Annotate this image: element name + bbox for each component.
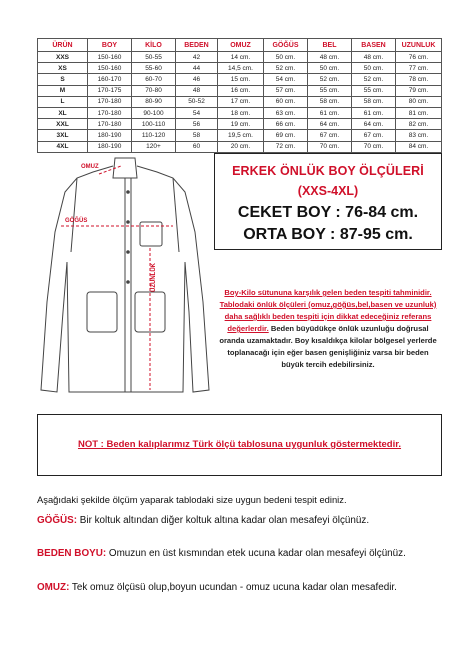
header-cell: ÜRÜN <box>38 39 88 52</box>
table-cell: 50-52 <box>176 96 218 107</box>
table-cell: 50 cm. <box>352 63 396 74</box>
table-cell: 56 <box>176 119 218 130</box>
table-cell: 77 cm. <box>396 63 442 74</box>
gogus-definition <box>37 513 447 529</box>
size-cell: M <box>38 85 88 96</box>
table-cell: 78 cm. <box>396 74 442 85</box>
size-cell: XXL <box>38 119 88 130</box>
coat-illustration <box>37 152 212 414</box>
info-red-text: Boy-Kilo sütununa karşılık gelen beden tespiti tahminidir. Tablodaki önlük ölçüleri (omuz,göğüs,bel,basen ve uzunluk) daha sağlıklı beden tespiti için dikkat edeceğiniz referans değerlerdir. <box>219 288 437 333</box>
table-row <box>38 107 442 118</box>
table-cell: 67 cm. <box>308 130 352 141</box>
table-cell: 54 cm. <box>264 74 308 85</box>
header-cell: BEDEN <box>176 39 218 52</box>
table-cell: 70 cm. <box>308 141 352 152</box>
table-cell: 54 <box>176 107 218 118</box>
table-cell: 61 cm. <box>352 107 396 118</box>
table-row <box>38 119 442 130</box>
table-cell: 82 cm. <box>396 119 442 130</box>
left-pocket <box>87 292 117 332</box>
table-cell: 70-80 <box>132 85 176 96</box>
table-cell: 72 cm. <box>264 141 308 152</box>
table-cell: 50-55 <box>132 52 176 63</box>
table-cell: 81 cm. <box>396 107 442 118</box>
table-cell: 80 cm. <box>396 96 442 107</box>
table-cell: 14,5 cm. <box>218 63 264 74</box>
orta-boy: ORTA BOY : 87-95 cm. <box>243 226 413 243</box>
info-box <box>214 283 442 413</box>
page-title: ERKEK ÖNLÜK BOY ÖLÇÜLERİ <box>232 164 424 178</box>
table-cell: 83 cm. <box>396 130 442 141</box>
table-cell: 15 cm. <box>218 74 264 85</box>
gogus-label: GÖĞÜS <box>65 218 88 224</box>
table-cell: 17 cm. <box>218 96 264 107</box>
table-cell: 58 cm. <box>308 96 352 107</box>
boy-def-label: BEDEN BOYU: <box>37 548 107 559</box>
info-black-text: Beden büyüdükçe önlük uzunluğu doğrusal oranda uzamaktadır. Boy kısaldıkça kilolar bölgesel yerlerde toplanacağı için eğer basen genişliğiniz varsa bir beden büyük tercih edebilirsiniz. <box>219 324 437 369</box>
table-cell: 120+ <box>132 141 176 152</box>
table-cell: 50 cm. <box>264 52 308 63</box>
table-cell: 52 cm. <box>308 74 352 85</box>
collar-shape <box>113 158 137 178</box>
table-cell: 55 cm. <box>308 85 352 96</box>
size-cell: XXS <box>38 52 88 63</box>
button-2 <box>126 220 130 224</box>
table-cell: 100-110 <box>132 119 176 130</box>
table-cell: 19,5 cm. <box>218 130 264 141</box>
table-cell: 150-160 <box>88 63 132 74</box>
table-body <box>38 52 442 153</box>
title-box <box>214 153 442 250</box>
boy-def-text: Omuzun en üst kısmından etek ucuna kadar olan mesafeyi ölçünüz. <box>106 548 406 559</box>
table-cell: 48 <box>176 85 218 96</box>
table-cell: 61 cm. <box>308 107 352 118</box>
omuz-label: OMUZ <box>81 164 99 170</box>
table-cell: 46 <box>176 74 218 85</box>
table-cell: 52 cm. <box>352 74 396 85</box>
table-cell: 55 cm. <box>352 85 396 96</box>
boy-definition <box>37 546 447 562</box>
uzunluk-label: UZUNLUK <box>151 263 157 292</box>
size-cell: 3XL <box>38 130 88 141</box>
table-cell: 150-160 <box>88 52 132 63</box>
coat-diagram <box>37 152 212 414</box>
size-cell: L <box>38 96 88 107</box>
table-row <box>38 74 442 85</box>
table-cell: 110-120 <box>132 130 176 141</box>
table-cell: 60 <box>176 141 218 152</box>
table-cell: 16 cm. <box>218 85 264 96</box>
table-cell: 170-180 <box>88 119 132 130</box>
omuz-def-label: OMUZ: <box>37 582 70 593</box>
size-cell: XS <box>38 63 88 74</box>
table-row <box>38 141 442 152</box>
table-cell: 70 cm. <box>352 141 396 152</box>
size-cell: S <box>38 74 88 85</box>
table-cell: 55-60 <box>132 63 176 74</box>
table-cell: 170-175 <box>88 85 132 96</box>
table-cell: 84 cm. <box>396 141 442 152</box>
table-cell: 67 cm. <box>352 130 396 141</box>
table-row <box>38 52 442 63</box>
table-cell: 57 cm. <box>264 85 308 96</box>
table-row <box>38 63 442 74</box>
size-cell: 4XL <box>38 141 88 152</box>
table-cell: 64 cm. <box>308 119 352 130</box>
sleeve-seam-right <box>173 178 179 252</box>
button-4 <box>126 280 130 284</box>
table-header-row <box>38 39 442 52</box>
table-cell: 20 cm. <box>218 141 264 152</box>
table-cell: 44 <box>176 63 218 74</box>
table-row <box>38 96 442 107</box>
table-cell: 69 cm. <box>264 130 308 141</box>
header-cell: BASEN <box>352 39 396 52</box>
table-cell: 60 cm. <box>264 96 308 107</box>
table-cell: 170-180 <box>88 107 132 118</box>
gogus-def-text: Bir koltuk altından diğer koltuk altına kadar olan mesafeyi ölçünüz. <box>77 515 370 526</box>
info-text <box>214 283 442 375</box>
header-cell: GÖĞÜS <box>264 39 308 52</box>
header-cell: BOY <box>88 39 132 52</box>
table-cell: 58 <box>176 130 218 141</box>
gogus-def-label: GÖĞÜS: <box>37 515 78 526</box>
size-table <box>37 38 442 153</box>
omuz-def-text: Tek omuz ölçüsü olup,boyun ucundan - omuz ucuna kadar olan mesafedir. <box>69 582 397 593</box>
button-3 <box>126 250 130 254</box>
table-cell: 58 cm. <box>352 96 396 107</box>
table-cell: 50 cm. <box>308 63 352 74</box>
omuz-definition <box>37 580 447 596</box>
table-cell: 180-190 <box>88 141 132 152</box>
table-cell: 66 cm. <box>264 119 308 130</box>
table-cell: 60-70 <box>132 74 176 85</box>
size-cell: XL <box>38 107 88 118</box>
table-cell: 52 cm. <box>264 63 308 74</box>
table-cell: 42 <box>176 52 218 63</box>
table-cell: 90-100 <box>132 107 176 118</box>
header-cell: OMUZ <box>218 39 264 52</box>
ceket-boy: CEKET BOY : 76-84 cm. <box>237 204 419 221</box>
table-cell: 160-170 <box>88 74 132 85</box>
table-cell: 18 cm. <box>218 107 264 118</box>
table-cell: 76 cm. <box>396 52 442 63</box>
instruction-text: Aşağıdaki şekilde ölçüm yaparak tablodaki size uygun bedeni tespit ediniz. <box>37 494 347 505</box>
button-1 <box>126 190 130 194</box>
table-cell: 48 cm. <box>308 52 352 63</box>
table-cell: 14 cm. <box>218 52 264 63</box>
table-cell: 19 cm. <box>218 119 264 130</box>
note-box <box>37 414 442 476</box>
size-range: (XXS-4XL) <box>297 184 359 198</box>
table-cell: 80-90 <box>132 96 176 107</box>
table-cell: 79 cm. <box>396 85 442 96</box>
header-cell: BEL <box>308 39 352 52</box>
note-text: NOT : Beden kalıplarımız Türk ölçü tablosuna uygunluk göstermektedir. <box>77 439 402 450</box>
table-row <box>38 85 442 96</box>
sleeve-seam-left <box>71 178 77 252</box>
header-cell: UZUNLUK <box>396 39 442 52</box>
table-cell: 64 cm. <box>352 119 396 130</box>
table-cell: 180-190 <box>88 130 132 141</box>
table-cell: 63 cm. <box>264 107 308 118</box>
table-cell: 48 cm. <box>352 52 396 63</box>
table-cell: 170-180 <box>88 96 132 107</box>
header-cell: KİLO <box>132 39 176 52</box>
table-row <box>38 130 442 141</box>
